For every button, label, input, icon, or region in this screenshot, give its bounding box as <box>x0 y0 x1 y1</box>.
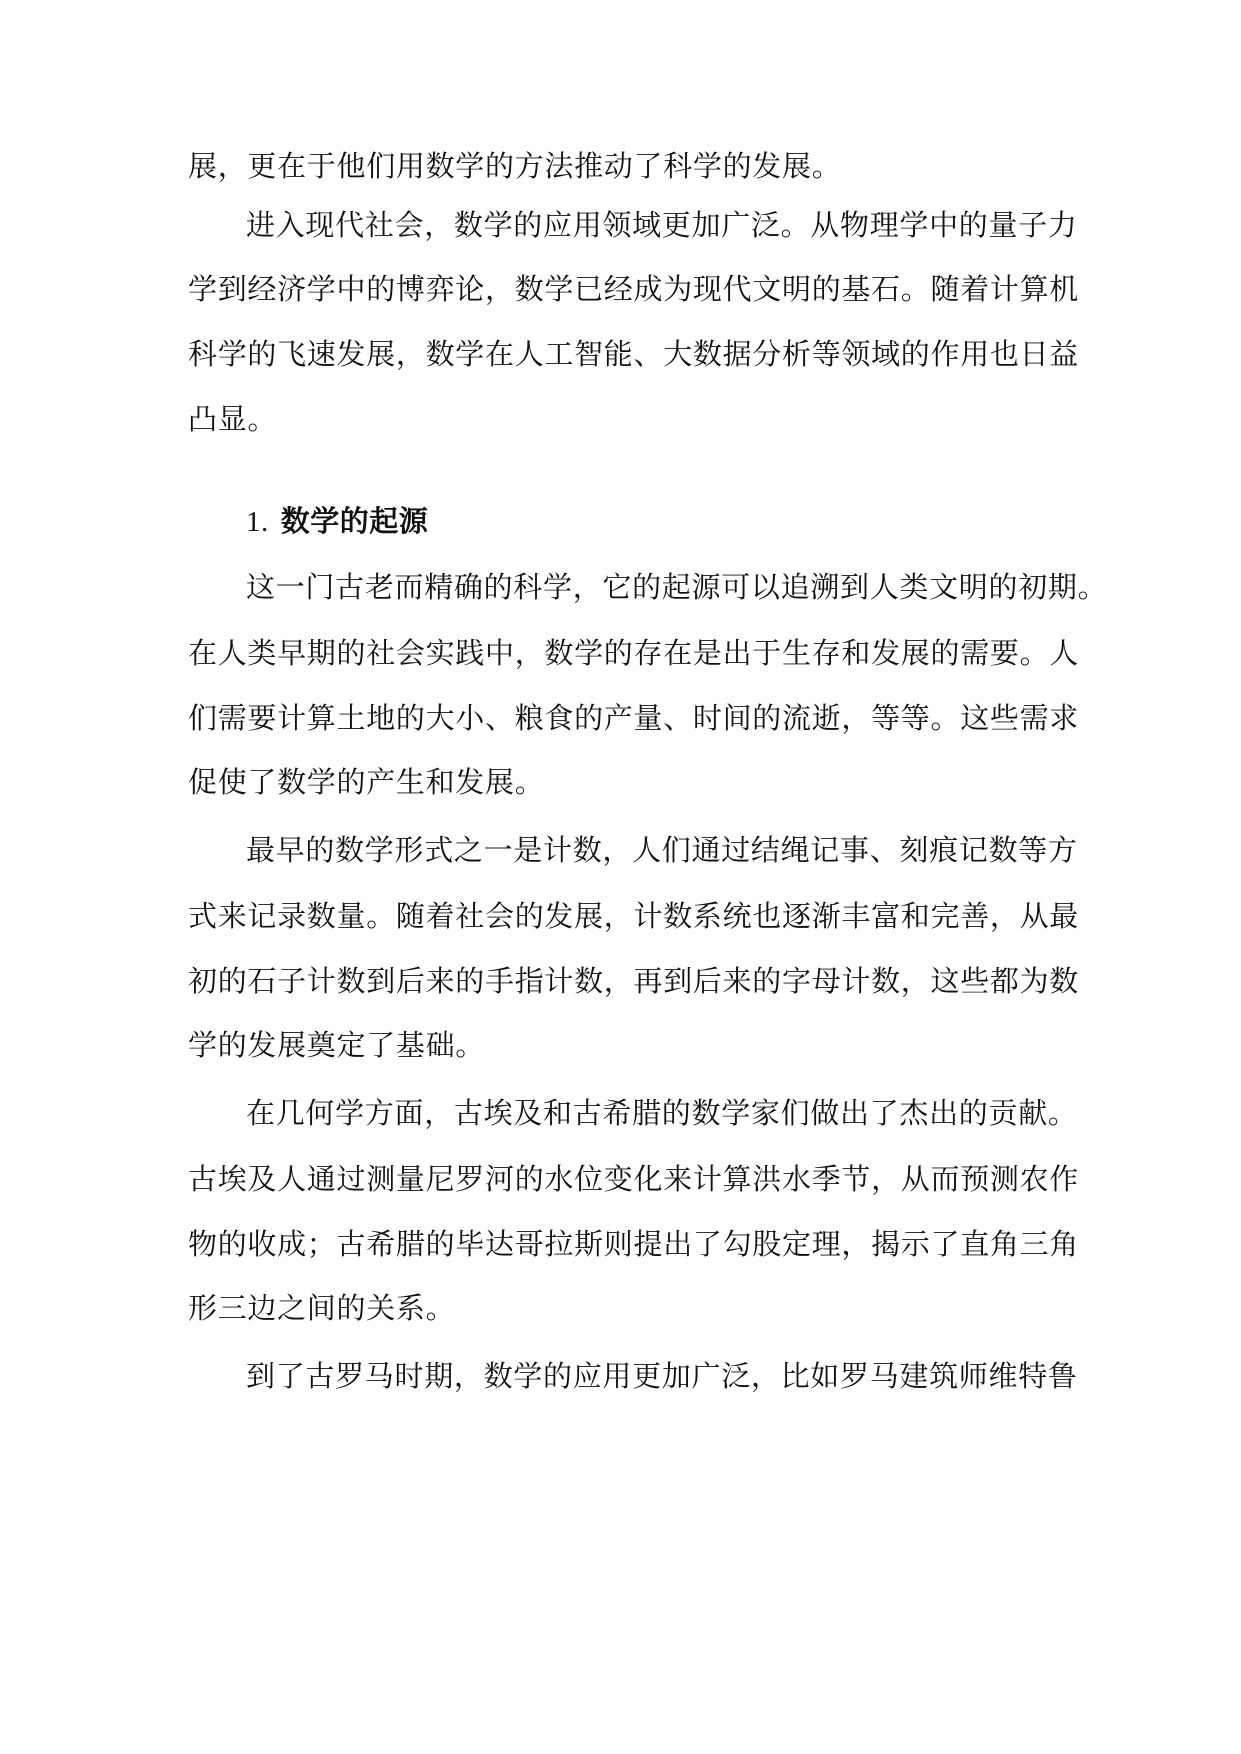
text-line: 在人类早期的社会实践中，数学的存在是出于生存和发展的需要。人 <box>188 636 1080 670</box>
section-heading <box>246 501 428 541</box>
text-line: 凸显。 <box>188 402 278 436</box>
text-line: 到了古罗马时期，数学的应用更加广泛，比如罗马建筑师维特鲁 <box>246 1359 1078 1393</box>
text-line: 学到经济学中的博弈论，数学已经成为现代文明的基石。随着计算机 <box>188 272 1080 306</box>
section-number: 1. <box>246 506 269 538</box>
text-line: 促使了数学的产生和发展。 <box>188 765 545 799</box>
text-line: 式来记录数量。随着社会的发展，计数系统也逐渐丰富和完善，从最 <box>188 899 1080 933</box>
text-line: 形三边之间的关系。 <box>188 1291 456 1325</box>
section-title: 数学的起源 <box>280 504 429 538</box>
text-line: 科学的飞速发展，数学在人工智能、大数据分析等领域的作用也日益 <box>188 337 1080 371</box>
text-line: 初的石子计数到后来的手指计数，再到后来的字母计数，这些都为数 <box>188 964 1080 998</box>
text-line: 学的发展奠定了基础。 <box>188 1028 486 1062</box>
text-line: 在几何学方面，古埃及和古希腊的数学家们做出了杰出的贡献。 <box>246 1096 1078 1130</box>
text-line: 们需要计算土地的大小、粮食的产量、时间的流逝，等等。这些需求 <box>188 701 1080 735</box>
text-line: 最早的数学形式之一是计数，人们通过结绳记事、刻痕记数等方 <box>246 833 1078 867</box>
text-line: 进入现代社会，数学的应用领域更加广泛。从物理学中的量子力 <box>246 208 1078 242</box>
text-line: 古埃及人通过测量尼罗河的水位变化来计算洪水季节，从而预测农作 <box>188 1162 1080 1196</box>
text-line: 物的收成；古希腊的毕达哥拉斯则提出了勾股定理，揭示了直角三角 <box>188 1227 1080 1261</box>
text-line: 这一门古老而精确的科学，它的起源可以追溯到人类文明的初期。 <box>246 570 1108 604</box>
text-line: 展，更在于他们用数学的方法推动了科学的发展。 <box>188 149 842 183</box>
